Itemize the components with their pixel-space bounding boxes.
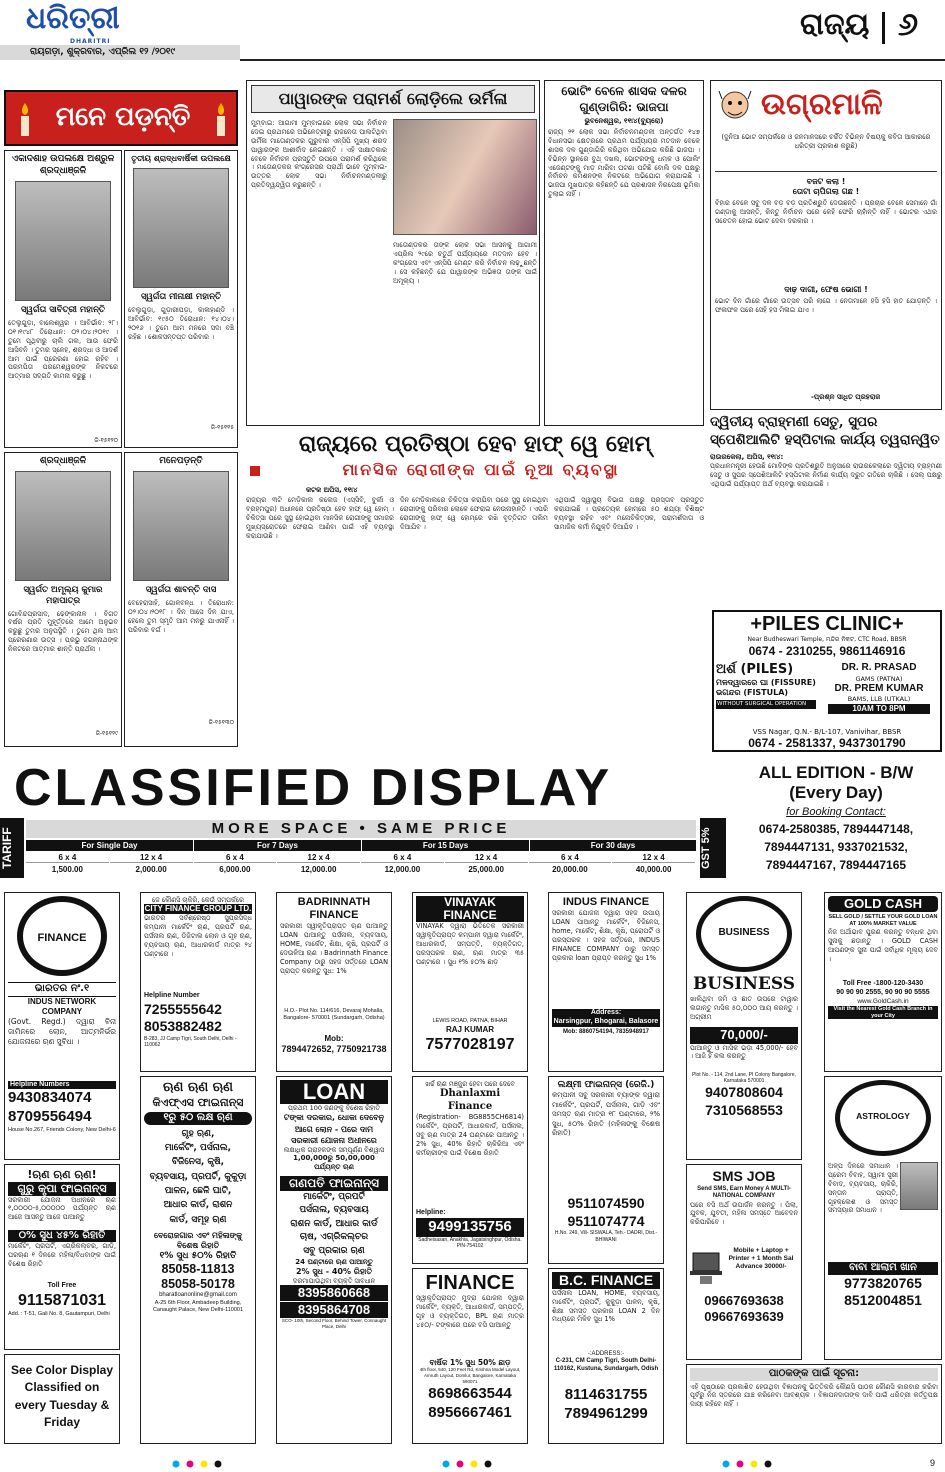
ugamali-verse-title: ଦାଢ଼ ଦାଗୀ, ଫେଷ ଭୋଗୀ ! — [784, 285, 868, 294]
ad-heading: !ଋଣ ଋଣ ଋଣ! — [27, 1168, 97, 1181]
astrology-logo-icon — [835, 1080, 931, 1156]
ad-text: ଘରେ ବସି ଅର୍ଥ ଉପାର୍ଜନ କରନ୍ତୁ । ପିଲା, ଯୁବକ, ଯୁବତୀ, ମହିଳା ସମସ୍ତେ ଆବେଦନ କରିପାରିବେ । — [690, 1200, 798, 1227]
cartoon-icon — [715, 87, 755, 127]
tariff-price: 1,500.00 — [51, 865, 83, 874]
tariff-period: For 7 Days — [194, 840, 361, 851]
ad-list — [280, 1191, 388, 1259]
ad-phone: 8512004851 — [844, 1292, 922, 1308]
doctor-degree: BAMS, LLB (UTKAL) — [847, 695, 911, 704]
business-logo-text: BUSINESS — [718, 927, 770, 938]
ad-dhanlaxmi — [412, 1076, 528, 1264]
ad-phone: 9773820765 — [844, 1274, 922, 1291]
tariff-size: 12 x 4 — [110, 852, 193, 863]
address-label: Address: — [552, 1009, 660, 1018]
ad-contact-name: RAJ KUMAR — [446, 1025, 494, 1035]
ad-title: LOAN — [280, 1080, 388, 1104]
ad-phone: 9115871031 — [17, 1291, 107, 1309]
ugamali-intro: (ଦୁନିଆ ଭୋଟ ସମ୍ପର୍କରେ ଓ ଜନମାନସରେ ଚର୍ଚ୍ଚିତ ବିଭିନ୍ନ ବିଷୟକୁ କବିତା ଆକାରରେ ଧରିତ୍ରୀ ପ୍ରକାଶ କରୁଛି) — [721, 133, 931, 150]
ad-heading: ଋଣ ଋଣ ଋଣ — [162, 1080, 233, 1095]
tariff-period: For Single Day — [26, 840, 193, 851]
toll-free: Toll Free -1800-120-3430 — [842, 980, 924, 987]
tariff-size: 12 x 4 — [277, 852, 360, 863]
story-body: ମାତୋଣ୍ଡକର ତାଙ୍କ ଲୋକ ସଭା ଆସନକୁ ଆଗାମୀ ଏପ୍ରିଲ ୨୯ରେ ଚତୁର୍ଥ ପର୍ଯ୍ୟାୟରେ ମତଦାନ ହେବ । କଂଗ୍ରେସ ଏବଂ ଏନ୍‌ସିପି ମେଣ୍ଟ କରି ନିର୍ବାଚନ ଲଢ଼ୁଛନ୍ତି । ସେ କହିଛନ୍ତି ଯେ ପାୱାରଙ୍କ ଅଭିଜ୍ଞତା ତାଙ୍କ ପାଇଁ ଅମୂଲ୍ୟ । — [393, 241, 537, 285]
ad-phone: 9499135756 — [416, 1218, 524, 1237]
piles-address: Near Budheswari Temple, ମନ୍ଦିର ନିକଟ, CTC Road, BBSR — [747, 636, 907, 643]
booking-contact-label: for Booking Contact: — [786, 806, 886, 818]
obituary-section — [4, 90, 238, 750]
story-headline: ରାଜ୍ୟରେ ପ୍ରତିଷ୍ଠା ହେବ ହାଫ୍ ୱେ ହୋମ୍ — [298, 431, 652, 457]
obituary-name: ସ୍ୱର୍ଗତା ସାବିତ୍ରୀ ମହାନ୍ତି — [21, 305, 105, 316]
ad-phone: Mob: 8860754194, 7835948917 — [562, 1028, 650, 1035]
ad-address: LEWIS ROAD, PATNA, BIHAR — [432, 1018, 508, 1025]
story-urmila — [246, 80, 540, 426]
reader-notice — [686, 1364, 942, 1444]
ad-phone: 8709556494 — [8, 1108, 92, 1125]
ugamali-verse: ଭୋଟ ଦିନ ଗାଁରେ ଗାଁରେ ଉତ୍ସବ ପରି ଲାଗେ । ନେତାମାନେ ହସି ହସି ହାତ ଯୋଡ଼ନ୍ତି । ଫଳାଫଳ ପରେ ସେହି ହସ ମିଳାଇ ଯାଏ । — [715, 297, 937, 314]
ad-phone: 7894472652, 7750921738 — [281, 1044, 387, 1055]
ad-loan-ganapati — [276, 1076, 392, 1444]
ad-text: ଲକ୍ଷାଧିକ ଗ୍ରାହକଙ୍କ ସମ୍ପୂର୍ଣ୍ଣ ବିଶ୍ୱାସ — [283, 1145, 385, 1154]
ad-list-item: ସବୁ ପ୍ରକାର ଋଣ — [303, 1245, 365, 1256]
tariff-price: 12,000.00 — [384, 865, 421, 874]
story-brahmani — [710, 414, 942, 608]
ad-title: BUSINESS — [692, 974, 796, 994]
ugamali-title: ଉଗ୍ରମାଳି — [761, 87, 883, 122]
ad-bonus: Mobile + Laptop + Printer + 1 Month Sal Advance 30000/- — [728, 1246, 794, 1270]
see-color-text: See Color Display Classified on every Tuesday & Friday — [10, 1363, 114, 1430]
obituary-heading: ଶ୍ରଦ୍ଧାଞ୍ଜଳି — [39, 456, 87, 466]
booking-contact: 7894447131, 9337021532, — [764, 840, 908, 854]
obituary-photo — [133, 471, 229, 581]
piles-line: ଅର୍ଶ (PILES) — [716, 662, 794, 677]
obituary-photo — [15, 471, 111, 581]
ad-text: ସରକାରୀ ଯୋଜନା ଅଧୀନରେ ଋଣ ୧,୦୦୦୦-୫,୦୦୦୦୦ ପର୍ଯ୍ୟନ୍ତ ଋଣ ଆଜେ ଆସନ୍ତୁ ଆଜେ ପାଆନ୍ତୁ — [8, 1195, 116, 1222]
ad-text: ପ୍ରଥମ 100 ଜଣଙ୍କୁ ବିଶେଷ ରିହାତି — [288, 1104, 380, 1113]
ad-phone: 8698663544 — [428, 1385, 512, 1403]
ad-phone: 8956667461 — [428, 1404, 512, 1422]
ad-rate: ୦% ସୁଧ ୪୫% ରିହାତି — [8, 1230, 116, 1243]
business-logo-icon — [696, 896, 792, 972]
ad-text: ସରକାରୀ ଯୋଜନା ଦ୍ୱାରା ସହଜ ଉପାୟ LOAN ପାଆନ୍ତୁ ମାର୍କେଟିଂ, ବିଜିନେସ, home, ମାର୍କେଟ, ଶିକ୍ଷା, କୃଷି, ପ୍ରୋପର୍ଟି ଓ ପରସ୍ପରକ । ସହଜ ସର୍ତ୍ତରେ, INDUS FINANCE COMPANY ଠାରୁ ସମସ୍ତ ପ୍ରକାର loan ପ୍ରାପ୍ତ କରନ୍ତୁ ସୁଧ 1% — [552, 909, 660, 962]
ad-text: ଦରମାପାଉଥିବା ବ୍ୟକ୍ତି ସାବଧାନ — [292, 1276, 376, 1285]
ad-text: 24 ଘଣ୍ଟାରେ ଋଣ ପାଆନ୍ତୁ — [295, 1258, 373, 1266]
story-dateline: କଟକ ଅପିସ, ୧୧ା୪ — [306, 486, 358, 494]
story-dateline: ଭୁବନେଶ୍ୱର, ୧୧ା୪(ବ୍ୟୁରୋ) — [584, 117, 664, 126]
story-dateline: ରାଉରକେଲା, ଅପିସ, ୧୧ା୪: — [710, 453, 784, 462]
ad-title: କିଏଫ୍‌ଏସ ଫାଇନାନ୍ସ — [152, 1096, 244, 1110]
obituary-heading: ଏକାଦଶାହ ଉପଲକ୍ଷେ ଅଶ୍ରୁଳ ଶ୍ରଦ୍ଧାଞ୍ଜଳି — [11, 154, 115, 176]
ad-title: GOLD CASH — [828, 896, 938, 912]
ugamali-banner — [715, 85, 937, 129]
ad-phone: 7310568553 — [705, 1101, 783, 1118]
tariff-period: For 15 Days — [362, 840, 529, 851]
story-bjp — [544, 80, 704, 426]
section-title: ରାଜ୍ୟ — [800, 7, 870, 42]
story-body: ରାଜ୍ୟର ୩ଟି ମେଡ଼ିକାଲ କଲେଜ (ଏସ୍‌ସିବି, ବୁର୍ଲା ଓ ବ୍ରହ୍ମପୁର) ଅଧୀନରେ ପ୍ରତିଷ୍ଠା ହେବ ହାଫ୍ ୱେ ହୋମ୍ । ଚିକିତ୍ସା ପରେ ସୁସ୍ଥ ହୋଇଥିବା ମାନସିକ ରୋଗୀଙ୍କୁ ସମାଜର ମୁଖ୍ୟସ୍ରୋତରେ ଫେରାଇ ଆଣିବା ପାଇଁ ଏହି ବ୍ୟବସ୍ଥା କରାଯାଉଛି । — [246, 496, 394, 540]
obituary-card — [4, 150, 122, 448]
ad-address: B-283, JJ Camp Tigri, South Delhi, Delhi - 110062 — [144, 1035, 237, 1049]
address-label: -:ADDRESS:- — [587, 1350, 625, 1357]
tariff-price: 40,000.00 — [635, 865, 672, 874]
ad-title: VINAYAK FINANCE — [416, 896, 524, 922]
ad-text: ସ୍ୱୀକୃତିପ୍ରାପ୍ତ ମୁଦ୍ରା ଯୋଜନା ଦ୍ୱାରା ମାର୍କେଟିଂ, ବ୍ୟକ୍ତି, ଆଧାରକାର୍ଡ, ସମ୍ପତ୍ତି, ଗୃହ ଓ ବ୍ୟକ୍ତିଗତ, BPL ଋଣ ମାତ୍ର ୪୫୦/- ଟଙ୍କାରେ ଘରେ ବସି ପାଆନ୍ତୁ — [416, 1294, 524, 1329]
piles-doctors — [818, 662, 940, 724]
piles-phones2: 0674 - 2581337, 9437301790 — [748, 736, 906, 750]
ad-list-item: ମାର୍କେଟିଂ, ପର୍ସନାଲ, — [164, 1142, 232, 1153]
ad-text: ପର୍ସନାଲ LOAN, HOME, ବ୍ୟବସାୟ, ମାର୍କେଟିଂ, ପ୍ରପର୍ଟି, କୁକୁଡ଼ା ପାଳନ, କୃଷି, ଶିକ୍ଷା ସମସ୍ତ ପ୍ରକାର LOAN 2 ଦିନ ମଧ୍ୟରେ ମିଳିବ ସୁଧ 1% — [552, 1288, 660, 1324]
ad-text: ଭାରତର ସର୍ବଶ୍ରେଷ୍ଠ ସୁପ୍ରସିଦ୍ଧ କମ୍ପାନୀ ମାର୍କେଟିଂ ଋଣ, ପ୍ରପର୍ଟି ଋଣ, ପର୍ସନାଲ ଋଣ, ଡିଜିଟାଲ ଲୋନ ଓ ଗୃହ ଋଣ, ବ୍ୟବସାୟ ଋଣ, ଆଧାରକାର୍ଡ ମାତ୍ର ୨୪ ଘଣ୍ଟାରେ । — [144, 914, 252, 958]
ad-address: Add. : T-51, Gali No. 8, Gautampuri, Delhi — [8, 1310, 110, 1317]
ad-list — [280, 1112, 388, 1146]
ad-title: INDUS NETWORK COMPANY — [27, 996, 97, 1016]
ad-badrinnath — [276, 892, 392, 1072]
masthead-logo: ଧରିତ୍ରୀ — [26, 1, 120, 36]
story-halfway-home — [246, 430, 704, 752]
ad-title: ଗଣପତି ଫାଇନାନ୍ସ — [280, 1176, 388, 1191]
masthead — [0, 0, 945, 66]
ad-text: କମ୍ପାନୀ ସବୁ ସରକାରୀ ବ୍ୟାଙ୍କ ଦ୍ୱାରା ମାର୍କେଟିଂ, ପ୍ରପର୍ଟି, ପର୍ସନାଲ, ଗାଡ଼ି ଏବଂ ସମସ୍ତ ଋଣ ମାତ୍ର ୧୮ ଘଣ୍ଟାରେ, ୨% ସୁଧ, ୫୦% ରିହାତି (ମହିଳାଙ୍କୁ ବିଶେଷ ରିହାତି) — [552, 1091, 660, 1137]
piles-title: +PILES CLINIC+ — [750, 613, 904, 635]
ad-heading: ଭାରତର ନଂ.୧ — [8, 982, 116, 997]
tariff-size: 12 x 4 — [612, 852, 695, 863]
ad-laxmi-finance — [548, 1076, 664, 1264]
tariff-size: 6 x 4 — [194, 852, 277, 863]
piles-line: ଭଗନ୍ଦର (FISTULA) — [716, 688, 789, 698]
ugamali-verse-title: ତୋଟା ଚାପିଗଲା ଗଛ ! — [792, 187, 860, 196]
ad-business — [686, 892, 802, 1160]
ad-list-item: ମାର୍କେଟିଂ, ପ୍ରପର୍ଟି — [303, 1191, 365, 1202]
ugamali-signature: -ପ୍ରଶ୍ନ ସାଧିତ ପ୍ରହରାଜ — [811, 393, 881, 401]
edition-label: ALL EDITION - B/W — [758, 763, 914, 782]
story-body: ଦିନ ମେଡ଼ିକାଲରେ ଚିକିତ୍ସା କରାଯିବା ପରେ ସୁସ୍ଥ ହୋଇଥିବା ରୋଗୀଙ୍କୁ ପରିବାର ଲୋକେ ଫେରାଇ ନେଉନାହାନ୍ତି । ଏପରି ରୋଗୀଙ୍କୁ ହାଫ୍ ୱେ ହୋମ୍‌ରେ ରଖି ବୃତ୍ତିଗତ ତାଲିମ ଦିଆଯିବ । — [400, 496, 548, 531]
gst-label: GST 5% — [700, 818, 726, 878]
obituary-banner — [4, 90, 238, 146]
ad-gold-cash — [824, 892, 942, 1072]
tariff-size: 6 x 4 — [361, 852, 444, 863]
obituary-heading: ମନେପଡ଼ନ୍ତି — [159, 456, 203, 466]
ad-phone: 9430834074 — [8, 1089, 92, 1107]
tariff-price: 25,000.00 — [468, 865, 504, 874]
ad-rate: ବାର୍ଷିକ 1% ସୁଧ 50% ଛାଡ଼ — [429, 1358, 511, 1367]
candle-icon — [206, 100, 236, 138]
ad-address: SCO- 10th, Second Floor, Behind Tower, Connaught Place, Delhi — [281, 1318, 387, 1329]
bullet-square — [250, 466, 260, 476]
ad-text: ଅଳ୍ପ ଦିନରେ ସମାଧାନ । ପ୍ରେମ ବିବାହ, ସ୍ୱାମୀ ସ୍ତ୍ରୀ ବିବାଦ, ବ୍ୟବସାୟ, ଚାକିରି, ସନ୍ତାନ ପ୍ରାପ୍ତି, ଗୃହକ୍ଲେଶ ଓ ସମସ୍ତ ସମସ୍ୟାର ସମାଧାନ । — [828, 1162, 898, 1215]
ad-address: H.No. 249, Vill- SISWALA, Teh.- DADRI, Dist.- BHIWANI — [554, 1230, 658, 1243]
tariff-price: 12,000.00 — [300, 865, 337, 874]
ad-rate: 2% ସୁଧ - 40% ରିହାତି — [295, 1266, 373, 1276]
ad-intro: ଜେ କୌଣସି ଚାକିରି, କେଉଁ ସମ୍ପର୍କରେ — [152, 896, 244, 904]
classified-header — [0, 760, 945, 880]
ad-contact-name: ବାବା ଆଲାମ ଖାନ — [828, 1262, 938, 1275]
obituary-card — [124, 150, 238, 448]
ad-title: INDUS FINANCE — [562, 896, 650, 908]
ad-amount: 70,000/- — [690, 1027, 798, 1043]
ad-title: ଲକ୍ଷ୍ମୀ ଫାଇନାନ୍ସ (ରେଜି.) — [557, 1080, 655, 1090]
ad-text: Send SMS, Earn Money A MULTI-NATIONAL COMPANY — [697, 1185, 791, 1199]
ad-list-item: ଚାଷ, ଏଗ୍ରିକଲ୍ଚର — [299, 1232, 369, 1242]
ad-phone: 8114631755 — [564, 1386, 648, 1404]
ad-list-item: ଆଧାର କାର୍ଡ, ରାଶନ — [163, 1200, 233, 1211]
mob-label: Mob: — [324, 1034, 344, 1044]
ad-address: Sadheisasan, Anakhia, Jagatsinghpur, Odisha. PIN-754102 — [418, 1236, 522, 1249]
ad-phone: 7255555642 — [144, 1000, 222, 1017]
ad-bc-finance — [548, 1268, 664, 1444]
ad-address: Narsingpur, Bhogarai, Balasore — [553, 1017, 659, 1025]
ad-title: Dhanlaxmi Finance — [439, 1088, 501, 1112]
obituary-text: ଗୋବିନ୍ଦପ୍ରସାଦ, ଢେଙ୍କାନାଳ । ବିଗତ ବର୍ଷର ପ୍ରତି ମୁହୂର୍ତ୍ତରେ ଆମେ ଅନୁଭବ କରୁଛୁ ତୁମର ଅନୁପସ୍ଥିତି । ତୁମେ ଥିଲ ଆମ ପ୍ରେରଣାର ଉତ୍ସ । ପ୍ରଭୁ ଜଗନ୍ନାଥଙ୍କ ନିକଟରେ ଆତ୍ମାର ଶାନ୍ତି ପ୍ରାର୍ଥନା । — [8, 609, 118, 654]
ugamali-verse: ବିହାର ବେଳେ ସବୁ ଦଳ ବଡ଼ ବଡ଼ ପ୍ରତିଶ୍ରୁତି ଦେଉଛନ୍ତି । ପ୍ରଚାର ବେଳେ ସେମାନେ ଗାଁ ଗଣ୍ଡାକୁ ଆସନ୍ତି, କିନ୍ତୁ ନିର୍ବାଚନ ପରେ କେହି ଫେରି ଚାହାଁନ୍ତି ନାହିଁ । ଭୋଟର ଏଥର ସଚେତନ ହୋଇ ଭୋଟ ଦେବା ଦରକାର । — [715, 199, 937, 225]
obituary-name: ସ୍ୱର୍ଗତ ଅମୂଲ୍ୟ କୁମାର ମହାପାତ୍ର — [23, 585, 103, 606]
helpline-label: Helpline: — [416, 1209, 446, 1217]
tariff-table — [26, 840, 696, 876]
ad-address: Plot No. - 114, 2nd Lane, PI Colony Bangalore, Karnataka 570001 — [692, 1071, 796, 1084]
finance-logo-text: FINANCE — [37, 932, 87, 944]
section-divider — [882, 12, 885, 44]
tariff-price: 2,000.00 — [135, 865, 167, 874]
ad-text: ପାଆନ୍ତୁ ଓ ମାସିକ ଭଡ଼ା 45,000/- ହେବ । ଆଜି ହିଁ କଲ କରନ୍ତୁ — [690, 1043, 798, 1061]
ad-list-item: କାର୍ଡ, ସମୂହ ଋଣ — [169, 1214, 227, 1225]
tariff-price: 6,000.00 — [219, 865, 251, 874]
ad-text: ଖାଲିଥିବା ଜମି ଓ ଛାତ ଉପରେ ଟାୱାର ଲଗାନ୍ତୁ ମାସିକ ୫୦,୦୦୦ ଆୟ କରନ୍ତୁ । ଅଗ୍ରୀମ — [690, 995, 798, 1022]
story-body: ଏଥିପାଇଁ ସ୍ୱାସ୍ଥ୍ୟ ବିଭାଗ ପକ୍ଷରୁ ପ୍ରସ୍ତାବ ପ୍ରସ୍ତୁତ କରାଯାଇଛି । ପ୍ରତ୍ୟେକ ହୋମ୍‌ରେ ୫୦ ଶଯ୍ୟା ବିଶିଷ୍ଟ ବ୍ୟବସ୍ଥା ରହିବ ଏବଂ ମନୋଚିକିତ୍ସକ, ପରାମର୍ଶଦାତା ଓ ସାମାଜିକ କର୍ମୀ ନିଯୁକ୍ତି ଦିଆଯିବ । — [554, 496, 704, 531]
piles-clinic-ad — [712, 610, 942, 752]
astrologer-photo — [900, 1162, 938, 1210]
doctor-degree: GAMS (PATNA) — [855, 674, 903, 683]
ad-address: C-231, CM Camp Tigri, South Delhi-110162, Kustuna, Sundargarh, Odish — [553, 1358, 659, 1372]
ad-phone: 90 90 90 2555, 90 90 90 5555 — [836, 988, 930, 996]
ad-guru-krupa — [4, 1164, 120, 1350]
story-subhead: ମାନସିକ ରୋଗୀଙ୍କ ପାଇଁ ନୂଆ ବ୍ୟବସ୍ଥା — [342, 460, 620, 479]
story-photo — [393, 119, 537, 235]
obituary-card — [4, 452, 122, 747]
ad-phone: 9511074774 — [567, 1212, 645, 1229]
ad-phone: 9407808604 — [705, 1084, 783, 1100]
obituary-banner-title: ମନେ ପଡ଼ନ୍ତି — [55, 102, 191, 132]
laptop-icon — [690, 1247, 724, 1285]
ad-sms-job — [686, 1164, 802, 1360]
ad-visit: Visit the Nearest Gold Cash Branch in your City — [828, 1006, 938, 1020]
masthead-rule — [240, 59, 945, 61]
obituary-code: ଜି-୧୫୧୩୦ — [208, 718, 234, 726]
color-registration-mark — [440, 1460, 500, 1468]
ad-city-finance — [140, 892, 256, 1072]
piles-time: 10AM TO 8PM — [828, 704, 930, 714]
ad-title: ଗୁରୁ କୃପା ଫାଇନାନ୍ସ — [8, 1182, 116, 1196]
classified-tagline: MORE SPACE • SAME PRICE — [26, 820, 696, 838]
ad-list-item: ବିଜିନେସ, କୃଷି, — [171, 1157, 225, 1168]
story-headline: ଭୋଟିଂ ବେଳେ ଶାସକ ଦଳର ଗୁଣ୍ଡାଗିରି: ଭାଜପା — [561, 84, 687, 114]
obituary-heading: ତୃତୀୟ ଶ୍ରାଦ୍ଧବାର୍ଷିକୀ ଉପଲକ୍ଷେ — [131, 154, 231, 163]
tariff-size: 6 x 4 — [529, 852, 612, 863]
ad-indus-network — [4, 892, 120, 1160]
ad-list-item: ସରକାରୀ ଯୋଜନା ଅଧୀନରେ — [291, 1135, 377, 1145]
story-body: ମୁମ୍ବାଇ: ଆଗାମୀ ମୁମ୍ବାଇରେ ଲୋକ ସଭା ନିର୍ବାଚନ ଦେଇ ପ୍ରଥମରେ ଅଭିନେତ୍ରୀରୁ ରାଜନେତା ପାଲଟିଥିବା ଉର୍ମିଳା ମାତୋଣ୍ଡକର ଗୁରୁବାର ଏନ୍‌ସିପି ମୁଖ୍ୟ ଶରଦ ପାୱାରଙ୍କ ଆଶୀର୍ବାଦ ନେଇଛନ୍ତି । ଏହି ସାକ୍ଷାତକାର ବେଳେ ନିର୍ବାଚନ ପ୍ରସ୍ତୁତି ଉପରେ ପରାମର୍ଶ କରିଥିଲେ । ମାତୋଣ୍ଡକର କଂଗ୍ରେସର ପ୍ରାର୍ଥୀ ଭାବେ ମୁମ୍ବାଇ-ଉତ୍ତର ଲୋକ ସଭା ନିର୍ବାଚନମଣ୍ଡଳୀରୁ ପ୍ରତିଦ୍ୱନ୍ଦ୍ୱିତା କରୁଛନ୍ତି । — [251, 119, 387, 190]
obituary-text: ତେଲୁଗୁଡ଼ା, ବାଲେଶ୍ୱର । ଆବିର୍ଭାବ: ୨୮।୦୧।୧୯୪୮ ତିରୋଧାନ: ୦୨।୦୪।୨୦୧୯ । ତୁମେ ପୃଥିବୀରୁ ଚାଲି ଗଲ, ଆଉ ଫେରି ଆସିବନି । ତୁମର ସ୍ନେହ, ଶ୍ରଦ୍ଧା ଓ ଆଦର୍ଶ ଆମ ପାଇଁ ପ୍ରେରଣା ହୋଇ ରହିବ । ପରମପିତା ପରମେଶ୍ୱରଙ୍କ ନିକଟରେ ଆତ୍ମାର ସଦ୍‌ଗତି କାମନା କରୁଛୁ । — [8, 319, 118, 381]
ugamali-column — [710, 80, 942, 410]
piles-phones: 0674 - 2310255, 9861146916 — [748, 644, 906, 658]
ad-intro: ଖର୍ଚ୍ଚ ଋଣ ମଞ୍ଜୁର ହେବା ପରେ ଦେବେ — [425, 1080, 515, 1088]
ad-address: House No.267, Friends Colony, New Delhi-6 — [8, 1126, 116, 1133]
ugamali-verse-title: ବଜଟ କଲା ! — [806, 177, 846, 186]
ad-email: bharatloanonline@gmail.com — [159, 1292, 237, 1299]
ugamali-rule — [715, 171, 937, 172]
ad-phone: 8053882482 — [144, 1018, 222, 1035]
ad-list-item: ଟଙ୍କା ଦରକାର, ଧୋକା ଦେବେନୁ — [283, 1113, 385, 1123]
ad-phone: 9511074590 — [567, 1195, 645, 1212]
helpline-label: Helpline Numbers — [8, 1081, 116, 1090]
ad-vinayak — [412, 892, 528, 1072]
footer-page-number: 9 — [930, 1458, 936, 1468]
tariff-price: 20,000.00 — [552, 865, 588, 874]
ad-title: FINANCE — [425, 1272, 515, 1294]
ad-list — [144, 1127, 252, 1228]
ad-kifs-finance — [140, 1076, 256, 1444]
ad-text: (Govt. Regd.) ଦ୍ୱାରା ବିନା ଜାମିନରେ ଲୋନ, ଆତ୍ମନିର୍ଭର ଯୋଜନାରେ ଋଣ ସୁବିଧା । — [8, 1016, 116, 1046]
ad-title: SMS JOB — [712, 1168, 776, 1184]
ad-title: CITY FINANCE GROUP LTD. — [144, 904, 252, 914]
ad-range: ୧ରୁ ୫୦ ଲକ୍ଷ ଋଣ — [144, 1112, 252, 1125]
astrology-logo-text: ASTROLOGY — [856, 1111, 910, 1121]
ad-list-item: ବ୍ୟବସାୟ, ପ୍ରପର୍ଟି, କୁକୁଡ଼ା — [149, 1171, 247, 1182]
edition-box — [730, 762, 942, 878]
notice-title: ପାଠକଙ୍କ ପାଇଁ ସୂଚନା: — [690, 1368, 938, 1381]
ad-address: 4th floor, 540, 120 Feet Rd, Krishna Model Layout, Amruth Layout, Domlur, Bangalore, Karnataka 560071 — [419, 1367, 521, 1384]
story-headline: ପାୱାରଙ୍କ ପରାମର୍ଶ ଲୋଡ଼ିଲେ ଉର୍ମିଳା — [251, 85, 535, 113]
piles-address2: VSS Nagar, Q.N.- B/L-107, Vanivihar, BBSR — [752, 728, 902, 736]
ad-title: B.C. FINANCE — [552, 1272, 660, 1289]
ad-phone: 8395860668 — [280, 1285, 388, 1301]
ad-text: VINAYAK ଦ୍ୱାରା ଭିତିତେକ ସରକାରୀ ସ୍ୱୀକୃତିପ୍ରାପ୍ତ କମ୍ପାନୀ ଦ୍ୱାରା ମାର୍କେଟିଂ, ଆଧାରକାର୍ଡ, ସମ୍ପତ୍ତି, ବ୍ୟକ୍ତିଗତ, ପରସ୍ପରକ ଋଣ, ଋଣ ମାତ୍ର ୩୫ ଘଣ୍ଟାରେ । ସୁଧ ୧% ୫୦% ଛାଡ଼ — [416, 922, 524, 966]
ad-address: H.O.- Plot No. 114/616, Devaraj Mohalla, Bangalore- 570001 (Sundargarh, Odisha) — [283, 1008, 385, 1022]
doctor-name: DR. R. PRASAD — [841, 662, 917, 673]
ad-range: 1,00,000ରୁ 50,00,000 ପର୍ଯ୍ୟନ୍ତ ଋଣ — [293, 1154, 375, 1171]
obituary-card — [124, 452, 238, 747]
obituary-text: ବେହେରାସାହି, ଗୋଳବନ୍ଧ । ତିରୋଧାନ: ୦୨।୦୪।୨୦୧୮ । ଦିନ ଆସେ ଦିନ ଯାଏ, ହେଲେ ତୁମ ସ୍ମୃତି ଆମ ମନରୁ ଯାଏନାହିଁ । ପରିବାର ବର୍ଗ । — [128, 598, 234, 634]
story-headline: ଦ୍ୱିତୀୟ ବ୍ରାହ୍ମଣୀ ସେତୁ, ସୁପର ସ୍ପେଶିଆଲିଟି ହସ୍ପିଟାଲ କାର୍ଯ୍ୟ ତ୍ୱରାନ୍ୱିତ — [710, 414, 940, 448]
ad-special: ବେରୋଜଗାର ଏବଂ ମହିଳାଙ୍କୁ ବିଶେଷ ରିହାତି — [153, 1231, 243, 1251]
obituary-name: ସ୍ୱର୍ଗତା ମୀନାକ୍ଷୀ ମହାନ୍ତି — [140, 292, 222, 303]
color-registration-mark — [170, 1460, 230, 1468]
ad-list-item: ରାଶନ କାର୍ଡ, ଆଧାର କାର୍ଡ — [290, 1218, 378, 1229]
masthead-logo-sub: DHARITRI — [70, 38, 111, 45]
tariff-size: 12 x 4 — [445, 852, 528, 863]
ad-title: BADRINNATH FINANCE — [297, 896, 371, 922]
ad-text: ନିଜ ଅର୍ଥାଭାବ ପୁରଣ କରନ୍ତୁ ବନ୍ଧକ ଥିବା ସୁନାକୁ ଛଡ଼ାନ୍ତୁ । GOLD CASH ଆପଣଙ୍କ ସୁନା ପାଇଁ ସର୍ବାଧିକ ମୂଲ୍ୟ ଦେବ । — [828, 928, 938, 963]
ad-phone: 8395864708 — [280, 1302, 388, 1318]
ad-list-item: ଆଗେ ଲୋନ - ପରେ ଦାମ — [294, 1124, 374, 1134]
ad-astrology — [824, 1076, 942, 1360]
toll-free-label: Toll Free — [47, 1282, 77, 1289]
ad-phone: 7894961299 — [564, 1405, 648, 1423]
ad-list-item: ପର୍ସନାଲ, ବ୍ୟବସାୟ — [299, 1205, 369, 1215]
obituary-code: ଜି-୧୫୧୨୦ — [94, 437, 118, 444]
finance-logo-icon — [17, 896, 107, 976]
color-registration-mark — [720, 1460, 780, 1468]
booking-contact: 0674-2580385, 7894447148, — [758, 822, 914, 836]
tariff-period: For 30 days — [530, 840, 696, 851]
ad-rate: ୧% ସୁଧ ୫୦% ରିହାତି — [159, 1251, 237, 1262]
obituary-code: ଜି-୧୫୧୧୫ — [210, 424, 234, 432]
masthead-dateline: ରାୟଗଡ଼ା, ଶୁକ୍ରବାର, ଏପ୍ରିଲ ୧୨ /୨୦୧୯ — [30, 47, 176, 57]
ad-phone: 09667693638 — [704, 1292, 784, 1308]
ad-finance-2 — [412, 1268, 528, 1444]
page-number-top: ୬ — [898, 5, 919, 43]
ad-list-item: ପାଳନ, ଛେଳି ଘାଟି, — [164, 1186, 232, 1197]
ad-text: ମାର୍କେଟିଂ, ପ୍ରପର୍ଟି, ଏଗ୍ରିକଲ୍ଚର, ଗାଡ଼ି, ଘରଋଣ ୧ ଦିନରେ ମହିଳା/ବିଧବାଙ୍କ ପାଇଁ ବିଶେଷ ରିହାତି — [8, 1242, 116, 1268]
classified-title: CLASSIFIED DISPLAY — [14, 759, 613, 817]
piles-left — [716, 662, 816, 722]
footer-bar — [0, 1456, 945, 1472]
ad-phone: 85058-11813 85058-50178 — [161, 1262, 235, 1292]
obituary-code: ଜି-୧୫୧୨୯ — [95, 729, 118, 737]
ad-text: (Registration- BG8855CH6814) ମାର୍କେଟିଂ, ପ୍ରପର୍ଟି, ଆଧାରକାର୍ଡ, ପର୍ସନାଲ, ସବୁ ଋଣ ମାତ୍ର 24 ଘଣ୍ଟାରେ ପାଆନ୍ତୁ । 2% ସୁଧ, 40% ରିହାତି ଚାକିରିଆ ଏବଂ କର୍ମଚାରୀଙ୍କ ପାଇଁ ବିଶେଷ ରିହାତି — [416, 1113, 524, 1157]
booking-contact: 7894447167, 7894447165 — [765, 858, 907, 872]
story-body: ରାଜ୍ୟ ୨୧ ଲୋକ ସଭା ନିର୍ବାଚନମଣ୍ଡଳୀ ଅନ୍ତର୍ଗତ ୧୪୭ ବିଧାନସଭା କ୍ଷେତ୍ରରେ ପ୍ରଥମ ପର୍ଯ୍ୟାୟର ମତଦାନ ବେଳେ ଶାସକ ଦଳ ଗୁଣ୍ଡାଗିରି କରିଥିବା ଅଭିଯୋଗ କରିଛି ଭାଜପା । ବିଭିନ୍ନ ସ୍ଥାନରେ ବୁଥ୍ ଦଖଲ, ଭୋଟରଙ୍କୁ ଧମକ ଓ ପୋଲିଂ ଏଜେଣ୍ଟଙ୍କୁ ମାଡ଼ ମାରିବା ଘଟଣା ଘଟିଛି ବୋଲି ଦଳ ପକ୍ଷରୁ ନିର୍ବାଚନ କମିଶନଙ୍କ ନିକଟରେ ଅଭିଯୋଗ କରାଯାଇଛି । ଭାଜପା ମୁଖପାତ୍ର କହିଛନ୍ତି ଯେ ପ୍ରଶାସନ ନିରପେକ୍ଷ ଭୂମିକା ତୁଲାଇ ନାହିଁ । — [548, 127, 700, 199]
ad-list-item: ଗୃହ ଋଣ, — [181, 1128, 215, 1139]
ad-website: www.GoldCash.in — [857, 997, 909, 1005]
obituary-name: ସ୍ୱର୍ଗତା ଶାବନ୍ତି ଦାସ — [145, 585, 217, 596]
obituary-photo — [15, 181, 111, 301]
obituary-text: ବେଲୁଗୁଡ଼ା, ଗୁଡ଼ାରୀପଡ଼ା, କାଳାହାଣ୍ଡି । ଆବିର୍ଭାବ: ୧୯୫୦ ତିରୋଧାନ: ୧୪।୦୪।୨୦୧୬ । ତୁମେ ଆମ ମନରେ ସଦା ବଞ୍ଚି ରହିଛ । ଶୋକସନ୍ତପ୍ତ ପରିବାର । — [128, 306, 234, 341]
ad-indus-finance — [548, 892, 664, 1072]
obituary-photo — [133, 168, 229, 288]
piles-line: ମଳଦ୍ୱାରରେ ଘା (FISSURE) — [716, 678, 816, 688]
tariff-label: TARIFF — [0, 818, 24, 878]
ad-phone: 7577028197 — [425, 1036, 515, 1054]
ad-see-color — [4, 1354, 120, 1444]
doctor-name: DR. PREM KUMAR — [834, 682, 924, 694]
tariff-size: 6 x 4 — [26, 852, 109, 863]
piles-tag: WITHOUT SURGICAL OPERATION — [716, 700, 816, 709]
story-body: ପ୍ରଧାନମନ୍ତ୍ରୀ ହେଉଛି ମୋଦିଙ୍କ ପ୍ରତିଶ୍ରୁତି ଅନୁସାରେ ରାଉରକେଲାରେ ଦ୍ୱିତୀୟ ବ୍ରାହ୍ମଣୀ ସେତୁ ଓ ସୁପର ସ୍ପେଶିଆଲିଟି ହସ୍ପିଟାଲ ନିର୍ମାଣ କାର୍ଯ୍ୟ ଦ୍ରୁତ ଗତିରେ ଚାଲିଛି । ସେଲ୍ ପକ୍ଷରୁ ଏଥିପାଇଁ ପର୍ଯ୍ୟାପ୍ତ ଅର୍ଥ ବ୍ୟବସ୍ଥା କରାଯାଇଛି । — [710, 461, 942, 488]
edition-every-day: (Every Day) — [789, 783, 883, 802]
ad-phone: 09667693639 — [704, 1308, 784, 1324]
ad-text: ସରକାରୀ ସ୍ୱୀକୃତିପ୍ରାପ୍ତ ଋଣ ପାଆନ୍ତୁ LOAN ପାଆନ୍ତୁ ପର୍ସନାଲ, ବ୍ୟବସାୟ, HOME, ମାର୍କେଟ, ଶିକ୍ଷା, କୃଷି, ପ୍ରପର୍ଟି ଓ ଦେଉଳିଆ ଋଣ । Badrinnath Finance Company ଠାରୁ ସହଜ ସର୍ତ୍ତରେ LOAN ପ୍ରାପ୍ତ କରନ୍ତୁ ସୁଧ: 1% — [280, 922, 388, 975]
helpline-label: Helpline Number — [144, 992, 200, 1000]
ad-address: A-25 6th Floor, Ambadeep Building, Canaught Palace, New Delhi-110001 — [152, 1299, 244, 1313]
ad-text: SELL GOLD / SETTLE YOUR GOLD LOAN AT 100% MARKET VALUE — [828, 914, 938, 928]
notice-text: ଏହି ପୃଷ୍ଠାରେ ପ୍ରକାଶିତ ହେଉଥିବା ବିଜ୍ଞାପନକୁ ଭିତ୍ତିକରି କୌଣସି ପାଠକ କୌଣସି କାରବାର କରିବା ପୂର୍ବରୁ ନିଜ ସ୍ତରରେ ଯାଞ୍ଚ କରିନେବା ଆବଶ୍ୟକ । ବିଜ୍ଞାପନଦାତାଙ୍କ ଦାବି ପାଇଁ ଧରିତ୍ରୀ କର୍ତ୍ତୃପକ୍ଷ ଦାୟୀ ରହିବେ ନାହିଁ । — [690, 1382, 938, 1409]
